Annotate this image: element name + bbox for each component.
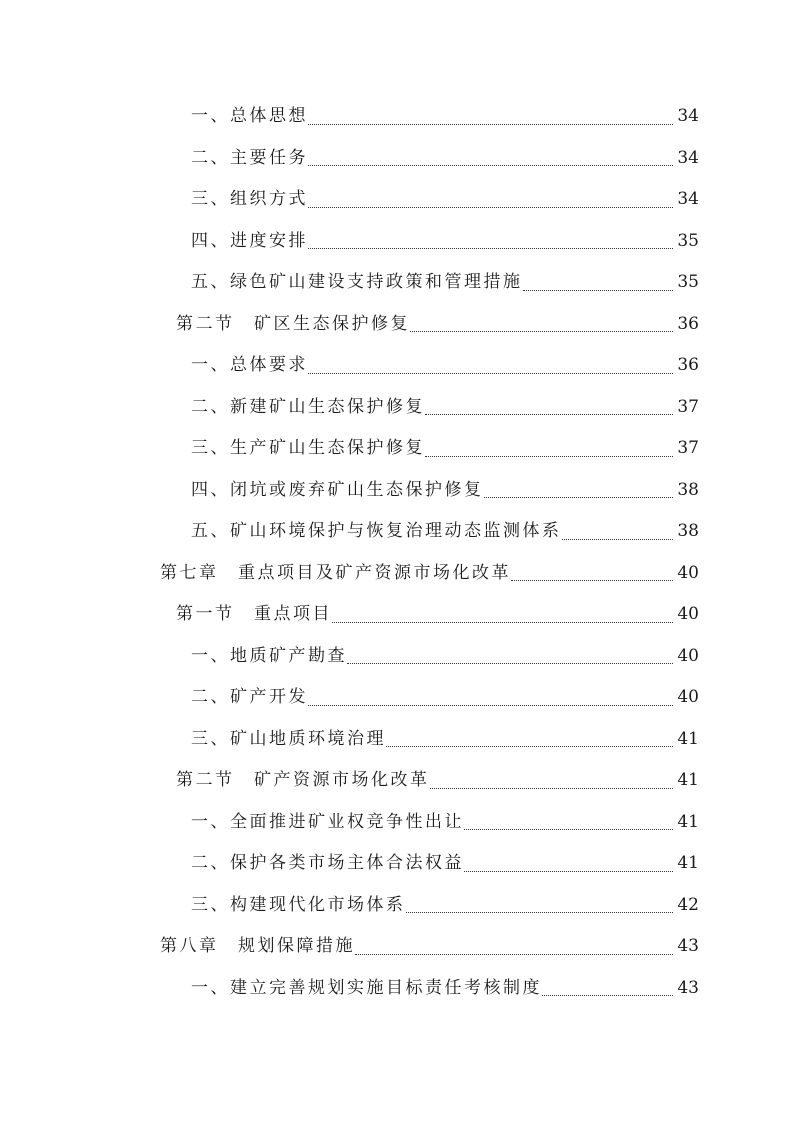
toc-entry-item[interactable] — [0, 885, 793, 927]
toc-entry-title: 第七章 重点项目及矿产资源市场化改革 — [160, 562, 511, 583]
toc-dot-leader — [406, 911, 674, 913]
toc-entry-item[interactable] — [0, 843, 793, 885]
toc-entry-item[interactable] — [0, 470, 793, 512]
toc-page-number: 42 — [677, 894, 699, 915]
toc-entry-item[interactable] — [0, 262, 793, 304]
toc-entry-title: 第一节 重点项目 — [176, 604, 332, 625]
toc-page-number: 34 — [677, 106, 699, 127]
toc-entry-item[interactable] — [0, 802, 793, 844]
toc-page-number: 36 — [677, 313, 699, 334]
toc-page-number: 40 — [677, 604, 699, 625]
toc-page-number: 35 — [677, 230, 699, 251]
toc-page-number: 43 — [677, 936, 699, 957]
table-of-contents — [0, 96, 793, 1009]
toc-entry-title: 五、绿色矿山建设支持政策和管理措施 — [191, 272, 523, 293]
toc-entry-item[interactable] — [0, 138, 793, 180]
toc-page-number: 34 — [677, 189, 699, 210]
toc-dot-leader — [308, 372, 673, 374]
toc-entry-title: 一、地质矿产勘查 — [191, 645, 347, 666]
toc-page-number: 38 — [677, 521, 699, 542]
toc-dot-leader — [511, 579, 673, 581]
toc-entry-section[interactable] — [0, 760, 793, 802]
toc-page-number: 36 — [677, 355, 699, 376]
toc-dot-leader — [347, 662, 673, 664]
toc-entry-title: 一、全面推进矿业权竞争性出让 — [191, 811, 464, 832]
toc-dot-leader — [464, 828, 673, 830]
toc-entry-item[interactable] — [0, 428, 793, 470]
toc-page-number: 40 — [677, 645, 699, 666]
toc-dot-leader — [355, 953, 673, 955]
toc-entry-title: 三、组织方式 — [191, 189, 308, 210]
toc-entry-title: 第二节 矿产资源市场化改革 — [176, 770, 430, 791]
toc-entry-title: 一、总体思想 — [191, 106, 308, 127]
toc-page-number: 37 — [677, 396, 699, 417]
toc-entry-title: 二、新建矿山生态保护修复 — [191, 396, 425, 417]
toc-entry-chapter[interactable] — [0, 926, 793, 968]
toc-entry-item[interactable] — [0, 179, 793, 221]
toc-entry-section[interactable] — [0, 304, 793, 346]
toc-page-number: 38 — [677, 479, 699, 500]
toc-entry-item[interactable] — [0, 968, 793, 1010]
toc-entry-title: 第八章 规划保障措施 — [160, 936, 355, 957]
toc-dot-leader — [425, 413, 673, 415]
toc-entry-title: 一、总体要求 — [191, 355, 308, 376]
toc-page-number: 37 — [677, 438, 699, 459]
toc-entry-title: 四、闭坑或废弃矿山生态保护修复 — [191, 479, 484, 500]
toc-entry-chapter[interactable] — [0, 553, 793, 595]
toc-entry-title: 第二节 矿区生态保护修复 — [176, 313, 410, 334]
toc-dot-leader — [430, 787, 674, 789]
toc-dot-leader — [332, 621, 673, 623]
toc-page-number: 34 — [677, 147, 699, 168]
toc-entry-item[interactable] — [0, 387, 793, 429]
toc-entry-title: 五、矿山环境保护与恢复治理动态监测体系 — [191, 521, 562, 542]
toc-entry-title: 二、矿产开发 — [191, 687, 308, 708]
toc-dot-leader — [562, 538, 674, 540]
toc-dot-leader — [308, 206, 673, 208]
toc-dot-leader — [484, 496, 674, 498]
toc-page-number: 40 — [677, 562, 699, 583]
toc-entry-item[interactable] — [0, 221, 793, 263]
toc-page-number: 40 — [677, 687, 699, 708]
toc-entry-title: 四、进度安排 — [191, 230, 308, 251]
toc-entry-title: 一、建立完善规划实施目标责任考核制度 — [191, 977, 542, 998]
toc-page-number: 41 — [677, 811, 699, 832]
toc-entry-section[interactable] — [0, 594, 793, 636]
toc-dot-leader — [523, 289, 674, 291]
toc-entry-title: 二、主要任务 — [191, 147, 308, 168]
toc-entry-item[interactable] — [0, 511, 793, 553]
toc-dot-leader — [308, 247, 673, 249]
toc-entry-title: 三、矿山地质环境治理 — [191, 728, 386, 749]
toc-entry-item[interactable] — [0, 677, 793, 719]
toc-page-number: 35 — [677, 272, 699, 293]
toc-page-number: 41 — [677, 770, 699, 791]
toc-entry-title: 三、构建现代化市场体系 — [191, 894, 406, 915]
toc-entry-title: 二、保护各类市场主体合法权益 — [191, 853, 464, 874]
toc-entry-title: 三、生产矿山生态保护修复 — [191, 438, 425, 459]
toc-dot-leader — [308, 123, 673, 125]
toc-entry-item[interactable] — [0, 719, 793, 761]
toc-dot-leader — [308, 704, 673, 706]
toc-dot-leader — [425, 455, 673, 457]
toc-entry-item[interactable] — [0, 636, 793, 678]
toc-dot-leader — [308, 164, 673, 166]
toc-dot-leader — [410, 330, 673, 332]
toc-page-number: 43 — [677, 977, 699, 998]
toc-entry-item[interactable] — [0, 345, 793, 387]
toc-page-number: 41 — [677, 728, 699, 749]
toc-dot-leader — [386, 745, 673, 747]
toc-entry-item[interactable] — [0, 96, 793, 138]
toc-page-number: 41 — [677, 853, 699, 874]
toc-dot-leader — [464, 870, 673, 872]
toc-dot-leader — [542, 994, 673, 996]
